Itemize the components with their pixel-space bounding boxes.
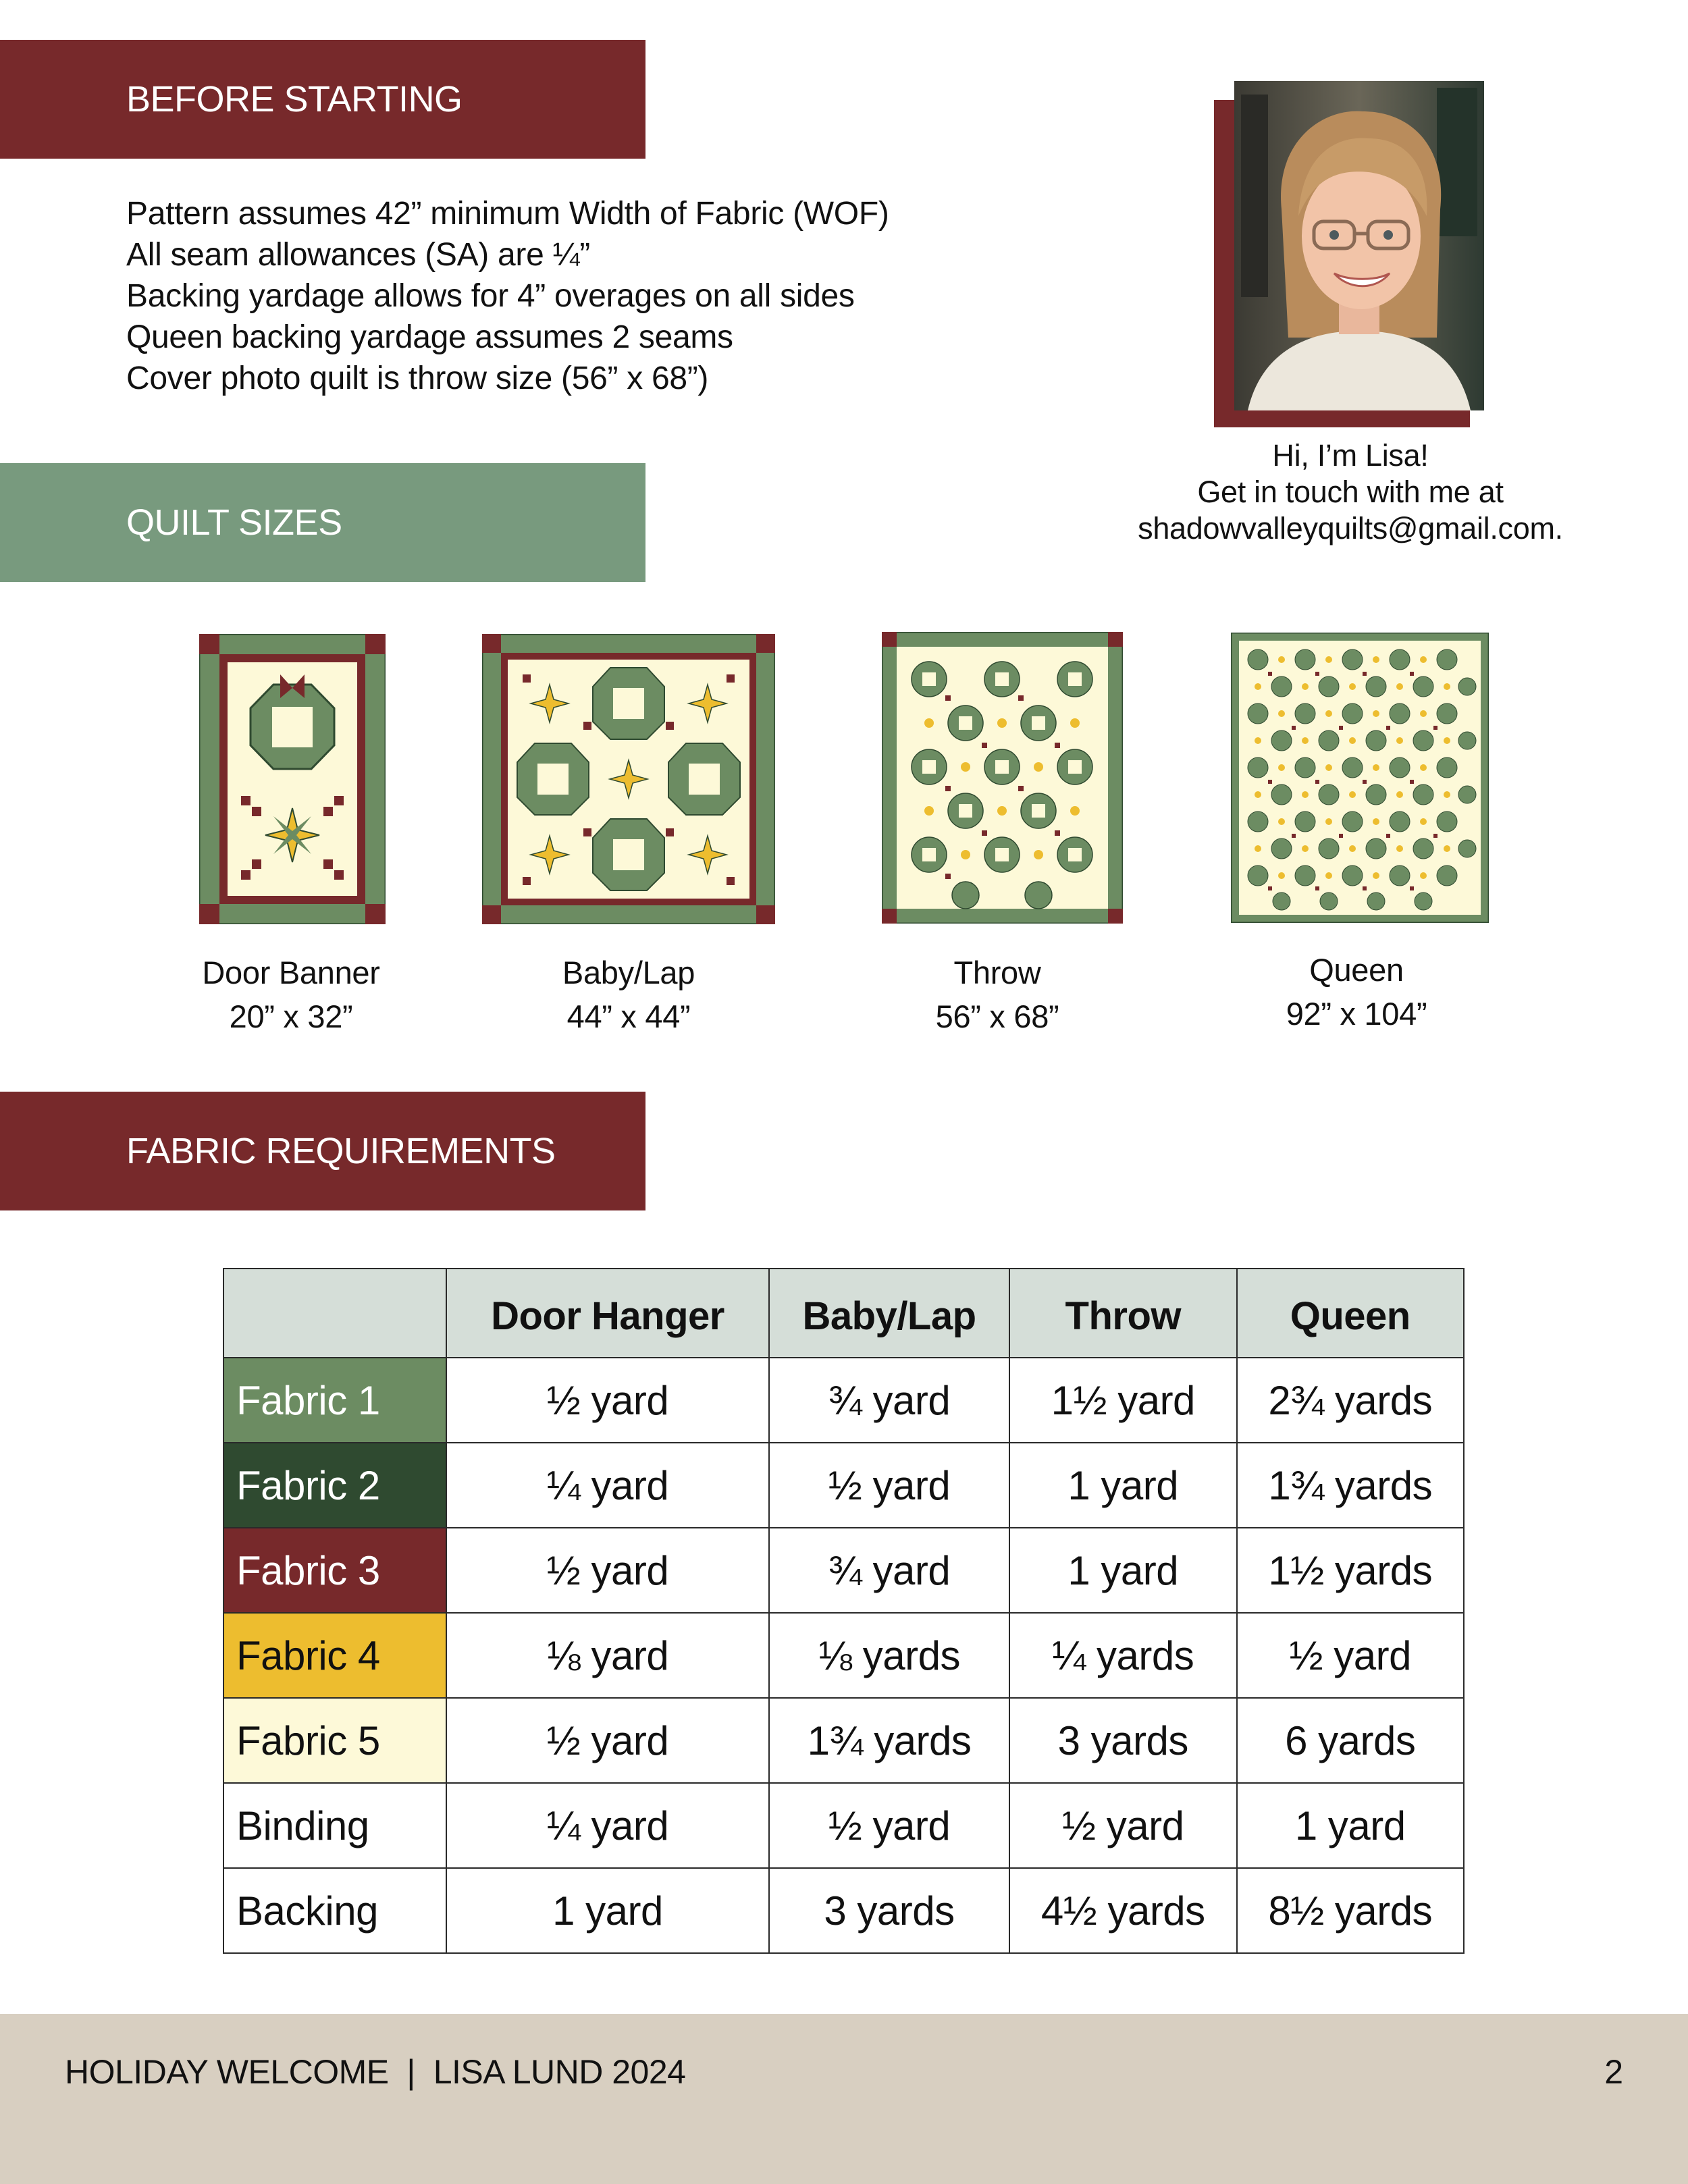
fabric-yardage-cell: ½ yard xyxy=(769,1783,1009,1868)
fabric-yardage-cell: ½ yard xyxy=(446,1358,769,1443)
queen-quilt-diagram xyxy=(1231,633,1489,923)
fabric-label-cell: Fabric 5 xyxy=(223,1698,446,1783)
before-starting-heading: BEFORE STARTING xyxy=(0,40,645,159)
fabric-yardage-cell: ¾ yard xyxy=(769,1358,1009,1443)
fabric-yardage-cell: ¼ yard xyxy=(446,1783,769,1868)
table-row xyxy=(223,1613,1464,1698)
footer-bar xyxy=(0,2014,1688,2184)
door-banner-quilt-diagram xyxy=(199,634,386,924)
fabric-yardage-cell: ⅛ yards xyxy=(769,1613,1009,1698)
fabric-yardage-cell: 1 yard xyxy=(1009,1528,1236,1613)
column-header-throw: Throw xyxy=(1009,1269,1236,1358)
table-row xyxy=(223,1358,1464,1443)
quilt-size-dimensions: 44” x 44” xyxy=(566,998,691,1034)
contact-email: shadowvalleyquilts@gmail.com. xyxy=(1138,511,1563,545)
column-header-queen: Queen xyxy=(1237,1269,1465,1358)
fabric-yardage-cell: ½ yard xyxy=(446,1698,769,1783)
fabric-label-cell: Fabric 4 xyxy=(223,1613,446,1698)
quilt-sizes-heading: QUILT SIZES xyxy=(0,463,645,582)
contact-line: Get in touch with me at xyxy=(1197,475,1504,509)
list-item: Pattern assumes 42” minimum Width of Fabric (WOF) xyxy=(126,196,889,232)
table-row xyxy=(223,1868,1464,1953)
page-number: 2 xyxy=(1604,2053,1623,2091)
fabric-yardage-cell: 4½ yards xyxy=(1009,1868,1236,1953)
fabric-yardage-cell: 1 yard xyxy=(446,1868,769,1953)
fabric-label-cell: Fabric 2 xyxy=(223,1443,446,1528)
fabric-yardage-cell: ¼ yard xyxy=(446,1443,769,1528)
table-row xyxy=(223,1528,1464,1613)
quilt-size-dimensions: 92” x 104” xyxy=(1286,996,1427,1032)
column-header-blank xyxy=(223,1269,446,1358)
quilt-size-dimensions: 56” x 68” xyxy=(935,998,1059,1034)
author-photo xyxy=(1234,81,1484,410)
quilt-size-caption xyxy=(156,951,426,1038)
quilt-size-name: Baby/Lap xyxy=(562,955,695,990)
fabric-yardage-cell: 3 yards xyxy=(1009,1698,1236,1783)
column-header-door-hanger: Door Hanger xyxy=(446,1269,769,1358)
fabric-requirements-table xyxy=(223,1268,1465,1954)
list-item: All seam allowances (SA) are ¼” xyxy=(126,237,590,273)
fabric-yardage-cell: 1½ yards xyxy=(1237,1528,1465,1613)
contact-greeting: Hi, I’m Lisa! xyxy=(1272,438,1429,473)
fabric-label-cell: Backing xyxy=(223,1868,446,1953)
fabric-label-cell: Binding xyxy=(223,1783,446,1868)
fabric-yardage-cell: 1 yard xyxy=(1009,1443,1236,1528)
table-row xyxy=(223,1698,1464,1783)
footer-title: HOLIDAY WELCOME | LISA LUND 2024 xyxy=(65,2053,686,2091)
fabric-label-cell: Fabric 3 xyxy=(223,1528,446,1613)
fabric-label-cell: Fabric 1 xyxy=(223,1358,446,1443)
contact-info xyxy=(1107,437,1593,547)
fabric-yardage-cell: ½ yard xyxy=(446,1528,769,1613)
fabric-yardage-cell: ⅛ yard xyxy=(446,1613,769,1698)
fabric-yardage-cell: ¼ yards xyxy=(1009,1613,1236,1698)
baby-lap-quilt-diagram xyxy=(482,634,775,924)
fabric-yardage-cell: ½ yard xyxy=(1237,1613,1465,1698)
table-row xyxy=(223,1783,1464,1868)
quilt-size-dimensions: 20” x 32” xyxy=(229,998,353,1034)
fabric-yardage-cell: 2¾ yards xyxy=(1237,1358,1465,1443)
throw-quilt-diagram xyxy=(882,632,1123,924)
quilt-size-caption xyxy=(862,951,1132,1038)
before-starting-list xyxy=(126,193,889,399)
quilt-size-name: Queen xyxy=(1309,952,1404,988)
fabric-yardage-cell: 1½ yard xyxy=(1009,1358,1236,1443)
quilt-size-caption xyxy=(494,951,764,1038)
fabric-yardage-cell: 1¾ yards xyxy=(769,1698,1009,1783)
table-header-row xyxy=(223,1269,1464,1358)
list-item: Cover photo quilt is throw size (56” x 68”) xyxy=(126,361,709,396)
table-row xyxy=(223,1443,1464,1528)
quilt-size-name: Throw xyxy=(953,955,1041,990)
column-header-baby-lap: Baby/Lap xyxy=(769,1269,1009,1358)
fabric-yardage-cell: ¾ yard xyxy=(769,1528,1009,1613)
fabric-yardage-cell: 6 yards xyxy=(1237,1698,1465,1783)
fabric-yardage-cell: ½ yard xyxy=(1009,1783,1236,1868)
quilt-size-caption xyxy=(1221,948,1492,1036)
fabric-yardage-cell: ½ yard xyxy=(769,1443,1009,1528)
fabric-yardage-cell: 1¾ yards xyxy=(1237,1443,1465,1528)
quilt-size-name: Door Banner xyxy=(202,955,380,990)
fabric-yardage-cell: 1 yard xyxy=(1237,1783,1465,1868)
fabric-yardage-cell: 8½ yards xyxy=(1237,1868,1465,1953)
fabric-requirements-heading: FABRIC REQUIREMENTS xyxy=(0,1092,645,1210)
fabric-yardage-cell: 3 yards xyxy=(769,1868,1009,1953)
list-item: Queen backing yardage assumes 2 seams xyxy=(126,319,733,355)
list-item: Backing yardage allows for 4” overages on all sides xyxy=(126,278,855,314)
